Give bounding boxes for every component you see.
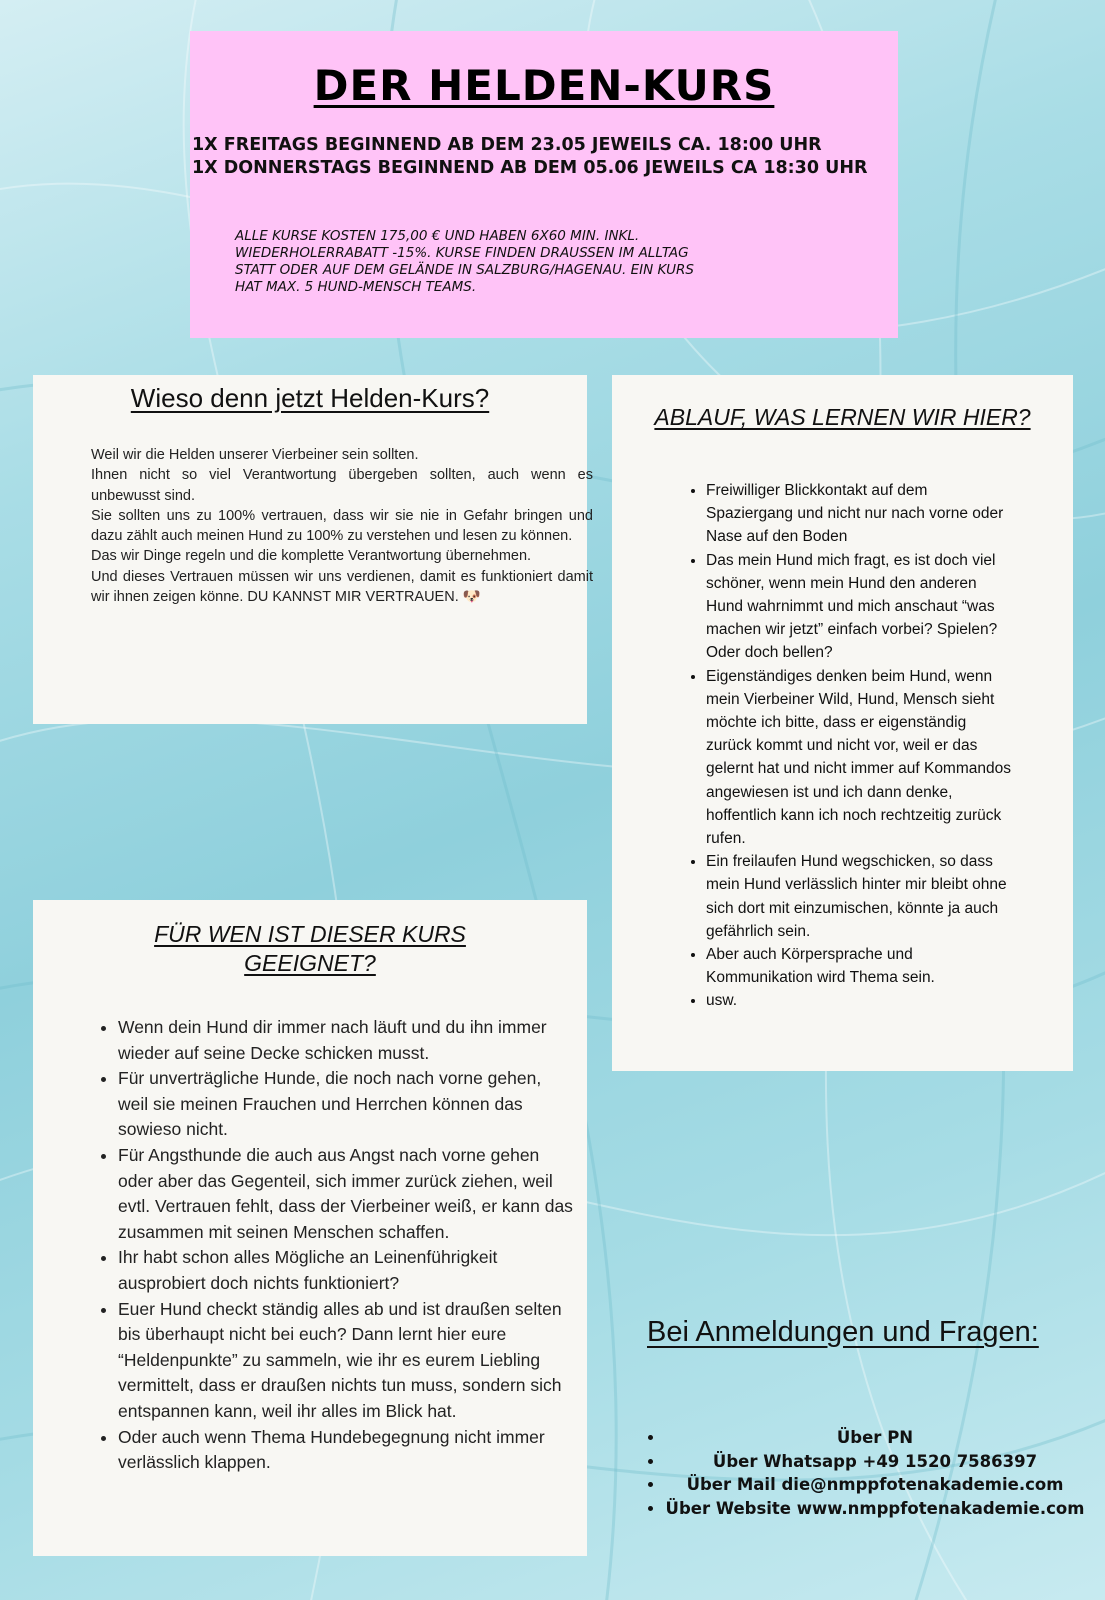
schedule-line: 1X DONNERSTAGS BEGINNEND AB DEM 05.06 JEWEILS CA 18:30 UHR	[192, 158, 868, 178]
pricing-line: STATT ODER AUF DEM GELÄNDE IN SALZBURG/HAGENAU. EIN KURS	[235, 262, 694, 278]
course-title: DER HELDEN-KURS	[313, 61, 775, 110]
why-paragraph: Das wir Dinge regeln und die komplette Verantwortung übernehmen.	[91, 548, 532, 565]
list-item: • Für unverträgliche Hunde, die noch nach vorne gehen, weil sie meinen Frauchen und Herrchen können das sowieso nicht.	[118, 1066, 576, 1143]
ablauf-section	[612, 375, 1073, 1071]
schedule-line: 1X FREITAGS BEGINNEND AB DEM 23.05 JEWEILS CA. 18:00 UHR	[192, 135, 822, 155]
ablauf-title: ABLAUF, WAS LERNEN WIR HIER?	[654, 404, 1031, 430]
audience-title: FÜR WEN IST DIESER KURS GEEIGNET?	[154, 921, 466, 976]
list-item: • Aber auch Körpersprache und Kommunikation wird Thema sein.	[706, 943, 1016, 989]
why-paragraph: Weil wir die Helden unserer Vierbeiner sein sollten.	[91, 447, 419, 463]
contact-pn: • Über PN	[665, 1426, 1085, 1450]
why-paragraph: Und dieses Vertrauen müssen wir uns verdienen, damit es funktioniert damit wir ihnen zeigen könne. DU KANNST MIR VERTRAUEN. 🐶	[91, 568, 593, 606]
contact-list	[665, 1426, 1085, 1520]
why-title: Wieso denn jetzt Helden-Kurs?	[130, 383, 490, 413]
list-item: • usw.	[706, 989, 1016, 1012]
pricing-line: ALLE KURSE KOSTEN 175,00 € UND HABEN 6X60 MIN. INKL.	[235, 228, 640, 244]
list-item: • Ihr habt schon alles Mögliche an Leinenführigkeit ausprobiert doch nichts funktioniert?	[118, 1245, 576, 1296]
course-header-box	[190, 31, 898, 338]
why-section	[33, 375, 593, 724]
contact-whatsapp[interactable]: • Über Whatsapp +49 1520 7586397	[665, 1450, 1085, 1474]
contact-mail[interactable]: • Über Mail die@nmppfotenakademie.com	[665, 1473, 1085, 1497]
schedule	[192, 134, 867, 180]
why-paragraph: Ihnen nicht so viel Verantwortung übergeben sollten, auch wenn es unbewusst sind.	[91, 467, 593, 504]
pricing-text	[235, 228, 795, 296]
audience-section	[33, 900, 587, 1556]
ablauf-list	[706, 479, 1016, 1013]
audience-list	[118, 1015, 576, 1476]
list-item: • Freiwilliger Blickkontakt auf dem Spaziergang und nicht nur nach vorne oder Nase auf den Boden	[706, 479, 1016, 549]
why-paragraph: Sie sollten uns zu 100% vertrauen, dass wir sie nie in Gefahr bringen und dazu zählt auch meinen Hund zu 100% zu verstehen und lesen zu können.	[91, 507, 593, 545]
contact-website[interactable]: • Über Website www.nmppfotenakademie.com	[665, 1497, 1085, 1521]
list-item: • Für Angsthunde die auch aus Angst nach vorne gehen oder aber das Gegenteil, sich immer zurück ziehen, weil evtl. Vertrauen fehlt, dass der Vierbeiner weiß, er kann das zusammen mit seinen Menschen schaffen.	[118, 1143, 576, 1245]
list-item: • Eigenständiges denken beim Hund, wenn mein Vierbeiner Wild, Hund, Mensch sieht möchte ich bitte, dass er eigenständig zurück kommt und nicht vor, weil er das gelernt hat und nicht immer auf Kommandos angewiesen ist und ich dann denke, hoffentlich kann ich noch rechtzeitig zurück rufen.	[706, 665, 1016, 851]
pricing-line: WIEDERHOLERRABATT -15%. KURSE FINDEN DRAUSSEN IM ALLTAG	[235, 245, 689, 261]
pricing-line: HAT MAX. 5 HUND-MENSCH TEAMS.	[235, 279, 477, 295]
contact-title: Bei Anmeldungen und Fragen:	[647, 1316, 1039, 1348]
list-item: • Ein freilaufen Hund wegschicken, so dass mein Hund verlässlich hinter mir bleibt ohne sich dort mit einzumischen, könnte ja auch gefährlich sein.	[706, 850, 1016, 943]
list-item: • Wenn dein Hund dir immer nach läuft und du ihn immer wieder auf seine Decke schicken musst.	[118, 1015, 576, 1066]
list-item: • Oder auch wenn Thema Hundebegegnung nicht immer verlässlich klappen.	[118, 1425, 576, 1476]
list-item: • Euer Hund checkt ständig alles ab und ist draußen selten bis überhaupt nicht bei euch? Dann lernt hier eure “Heldenpunkte” zu sammeln, wie ihr es eurem Liebling vermittelt, dass er draußen nichts tun muss, sondern sich entspannen kann, weil ihr alles im Blick hat.	[118, 1297, 576, 1425]
list-item: • Das mein Hund mich fragt, es ist doch viel schöner, wenn mein Hund den anderen Hund wahrnimmt und mich anschaut “was machen wir jetzt” einfach vorbei? Spielen? Oder doch bellen?	[706, 549, 1016, 665]
why-text	[91, 445, 593, 607]
